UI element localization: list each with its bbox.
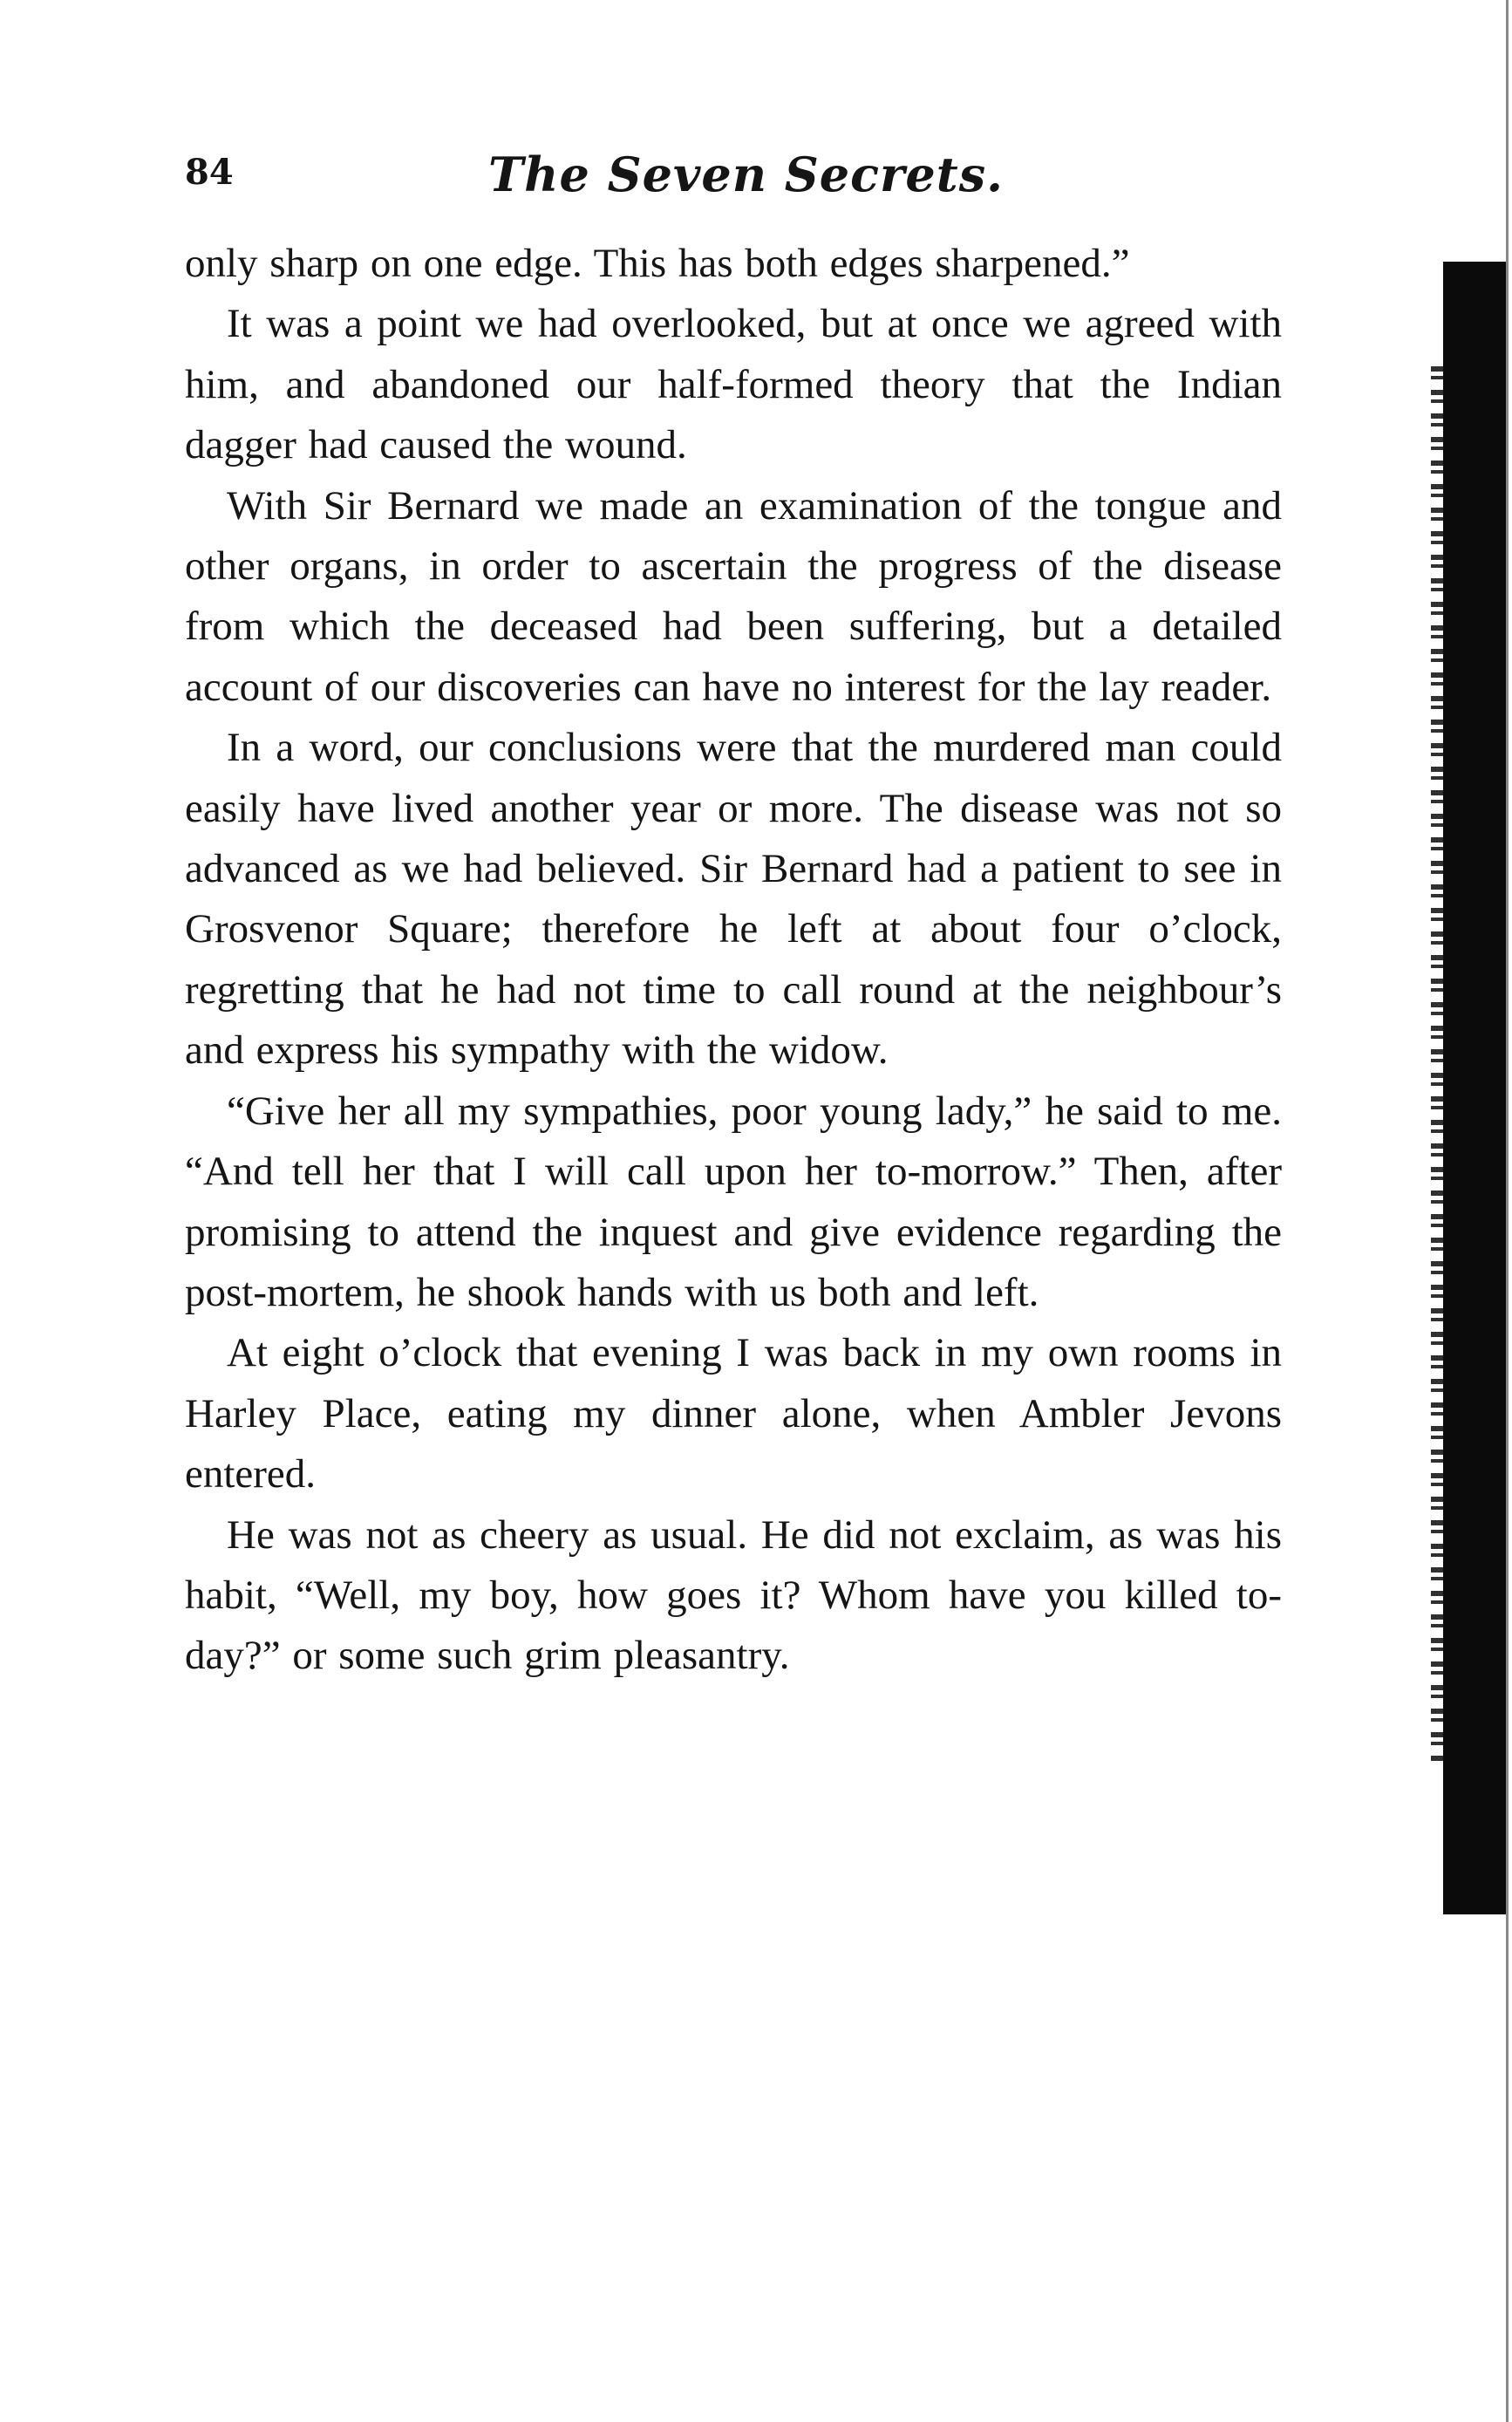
paragraph: With Sir Bernard we made an examination of the tongue and other organs, in order to ascertain the progress of the disease from which the deceased had been suffering, but a detailed account of our discoveries can have no interest for the lay reader. xyxy=(185,482,1282,710)
paragraph: At eight o’clock that evening I was back in my own rooms in Harley Place, eating my dinner alone, when Ambler Jevons entered. xyxy=(185,1330,1282,1498)
paragraph: It was a point we had overlooked, but at once we agreed with him, and abandoned our half-formed theory that the Indian dagger had caused the wound. xyxy=(185,301,1282,468)
paragraph: In a word, our conclusions were that the murdered man could easily have lived another year or more. The disease was not so advanced as we had believed. Sir Bernard had a patient to see in Grosvenor Square; therefore he left at about four o’clock, regretting that he had not time to call round at the neighbour’s and express his sympathy with the widow. xyxy=(185,725,1282,1074)
paragraph: He was not as cheery as usual. He did not exclaim, as was his habit, “Well, my boy, how goes it? Whom have you killed to-day?” or some such grim pleasantry. xyxy=(185,1511,1282,1679)
page-number: 84 xyxy=(185,152,234,193)
running-title: The Seven Secrets. xyxy=(488,147,1004,202)
body-text xyxy=(185,234,1282,1687)
paragraph: “Give her all my sympathies, poor young lady,” he said to me. “And tell her that I will call upon her to-morrow.” Then, after promising to attend the inquest and give evidence regarding the post-mortem, he shook hands with us both and left. xyxy=(185,1088,1282,1315)
scan-edge-line xyxy=(1506,0,1509,2422)
paragraph-continuation: only sharp on one edge. This has both edges sharpened.” xyxy=(185,241,1130,286)
page-header xyxy=(185,147,1282,216)
scan-edge-shadow xyxy=(1443,262,1506,1914)
